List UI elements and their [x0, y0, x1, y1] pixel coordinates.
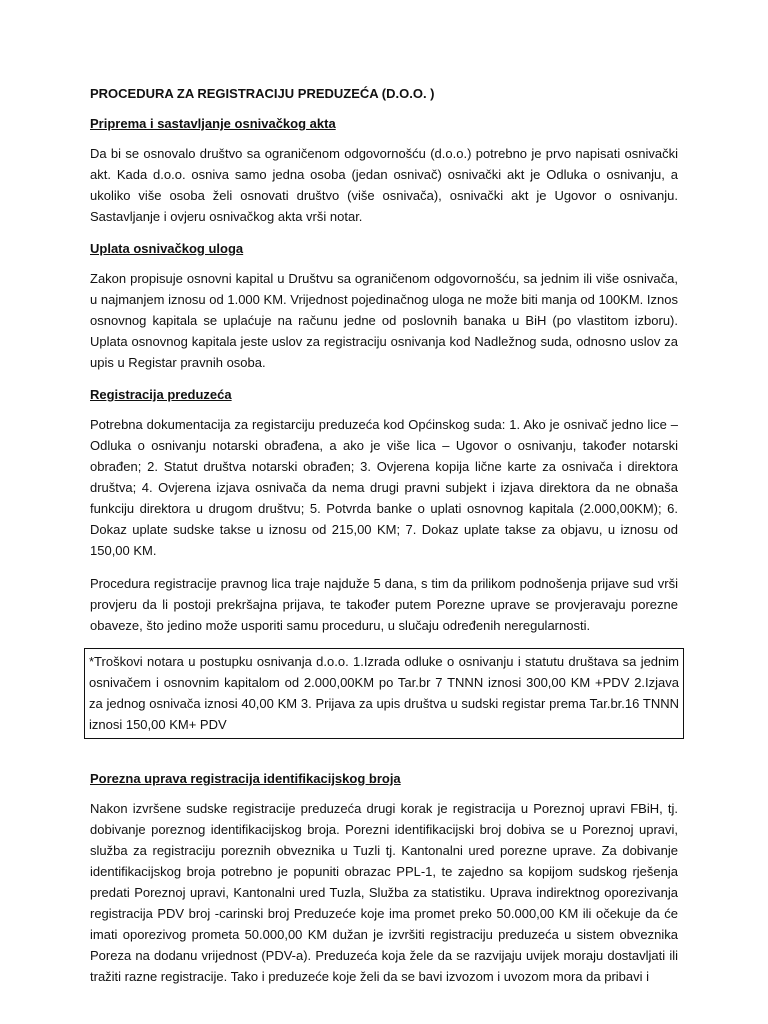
- paragraph: Potrebna dokumentacija za registarciju preduzeća kod Općinskog suda: 1. Ako je osnivač jedno lice – Odluka o osnivanju notarski obrađena, a ako je više lica – Ugovor o osnivanju, također notarski obrađen; 2. Statut društva notarski obrađen; 3. Ovjerena kopija lične karte za osnivača i direktora društva; 4. Ovjerena izjava osnivača da nema drugi pravni subjekt i izjava direktora da ne obnaša funkciju direktora u drugom društvu; 5. Potvrda banke o uplati osnovnog kapitala (2.000,00KM); 6. Dokaz uplate sudske takse u iznosu od 215,00 KM; 7. Dokaz uplate takse za objavu, u iznosu od 150,00 KM.: [90, 417, 678, 558]
- section-company-registration: [90, 385, 678, 636]
- paragraph: Zakon propisuje osnovni kapital u Društvu sa ograničenom odgovornošću, sa jednim ili više osnivača, u najmanjem iznosu od 1.000 KM. Vrijednost pojedinačnog uloga ne može biti manja od 100KM. Iznos osnovnog kapitala se uplaćuje na računu jedne od poslovnih banaka u BiH (po vlastitom izboru). Uplata osnovnog kapitala jeste uslov za registraciju osnivanja kod Nadležnog suda, odnosno uslov za upis u Registar pravnih osoba.: [90, 271, 678, 370]
- document-page: [90, 84, 678, 999]
- paragraph: Da bi se osnovalo društvo sa ograničenom odgovornošću (d.o.o.) potrebno je prvo napisati osnivački akt. Kada d.o.o. osniva samo jedna osoba (jedan osnivač) osnivački akt je Odluka o osnivanju, a ukoliko više osoba želi osnovati društvo (više osnivača), osnivački akt je Ugovor o osnivanju. Sastavljanje i ovjeru osnivačkog akta vrši notar.: [90, 146, 678, 224]
- section-tax-id-registration: [90, 769, 678, 987]
- notary-costs-note-box: *Troškovi notara u postupku osnivanja d.o.o. 1.Izrada odluke o osnivanju i statutu društava sa jednim osnivačem i osnovnim kapitalom od 2.000,00KM po Tar.br 7 TNNN iznosi 300,00 KM +PDV 2.Izjava za jednog osnivača iznosi 40,00 KM 3. Prijava za upis društva u sudski registar prema Tar.br.16 TNNN iznosi 150,00 KM+ PDV: [84, 648, 684, 739]
- paragraph: Nakon izvršene sudske registracije preduzeća drugi korak je registracija u Poreznoj upravi FBiH, tj. dobivanje poreznog identifikacijskog broja. Porezni identifikacijski broj dobiva se u Poreznoj upravi, služba za registraciju poreznih obveznika u Tuzli tj. Kantonalni ured porezne uprave. Za dobivanje identifikacijskog broja potrebno je popuniti obrazac PPL-1, te zajedno sa kopijom sudskog rješenja predati Poreznoj upravi, Kantonalni ured Tuzla, Služba za statistiku. Uprava indirektnog oporezivanja registracija PDV broj -carinski broj Preduzeće koje ima promet preko 50.000,00 KM ili očekuje da će imati oporezivog prometa 50.000,00 KM dužan je izvršiti registraciju preduzeća u sistem obveznika Poreza na dodanu vrijednost (PDV-a). Preduzeća koja žele da se razvijaju uvijek moraju dostavljati ili tražiti razne registracije. Tako i preduzeće koje želi da se bavi izvozom i uvozom mora da pribavi i: [90, 801, 678, 984]
- paragraph: Procedura registracije pravnog lica traje najduže 5 dana, s tim da prilikom podnošenja prijave sud vrši provjeru da li postoji prekršajna prijava, te također putem Porezne uprave se provjeravaju porezne obaveze, što jedino može usporiti samu proceduru, u slučaju određenih neregularnosti.: [90, 576, 678, 633]
- section-heading: Uplata osnivačkog uloga: [90, 241, 244, 256]
- section-heading: Porezna uprava registracija identifikacijskog broja: [90, 771, 401, 786]
- document-title: PROCEDURA ZA REGISTRACIJU PREDUZEĆA (D.O.O. ): [90, 86, 435, 101]
- section-heading: Priprema i sastavljanje osnivačkog akta: [90, 116, 336, 131]
- section-capital-payment: [90, 239, 678, 373]
- section-founding-act: [90, 114, 678, 227]
- section-heading: Registracija preduzeća: [90, 387, 232, 402]
